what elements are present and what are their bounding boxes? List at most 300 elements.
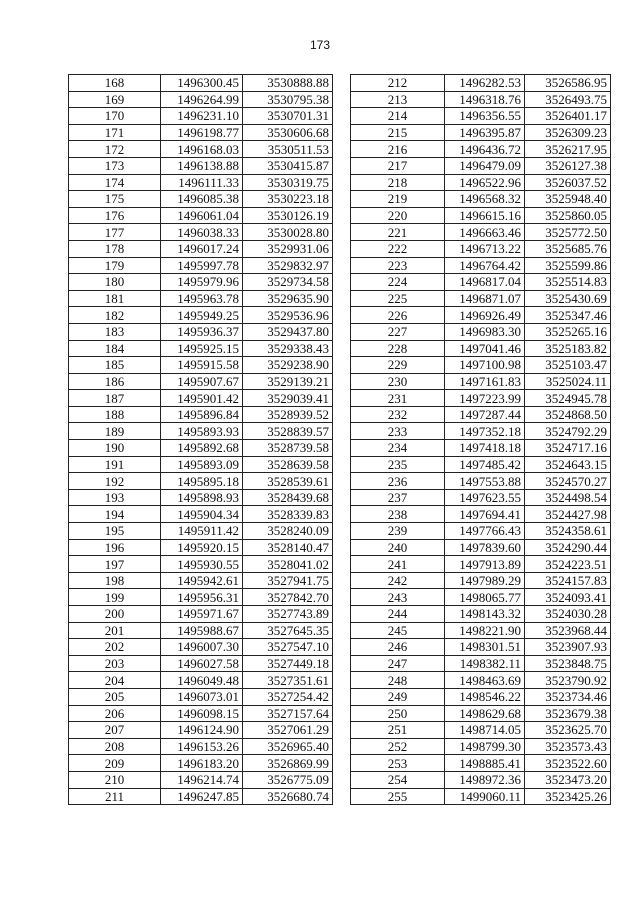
- x-coordinate-cell: 1496817.04: [445, 274, 525, 291]
- table-row: [69, 257, 333, 274]
- y-coordinate-cell: 3523425.26: [525, 788, 611, 805]
- point-number-cell: 218: [351, 174, 445, 191]
- point-number-cell: 199: [69, 589, 161, 606]
- point-number-cell: 200: [69, 606, 161, 623]
- point-number-cell: 187: [69, 390, 161, 407]
- y-coordinate-cell: 3529734.58: [243, 274, 333, 291]
- y-coordinate-cell: 3526401.17: [525, 108, 611, 125]
- x-coordinate-cell: 1496231.10: [161, 108, 243, 125]
- x-coordinate-cell: 1496282.53: [445, 75, 525, 92]
- table-row: [351, 738, 611, 755]
- x-coordinate-cell: 1497161.83: [445, 373, 525, 390]
- point-number-cell: 205: [69, 688, 161, 705]
- table-row: [351, 373, 611, 390]
- point-number-cell: 204: [69, 672, 161, 689]
- table-row: [351, 489, 611, 506]
- y-coordinate-cell: 3525265.16: [525, 323, 611, 340]
- y-coordinate-cell: 3523968.44: [525, 622, 611, 639]
- x-coordinate-cell: 1496085.38: [161, 191, 243, 208]
- point-number-cell: 203: [69, 655, 161, 672]
- x-coordinate-cell: 1496183.20: [161, 755, 243, 772]
- table-row: [69, 207, 333, 224]
- y-coordinate-cell: 3523573.43: [525, 738, 611, 755]
- y-coordinate-cell: 3525860.05: [525, 207, 611, 224]
- table-row: [69, 406, 333, 423]
- x-coordinate-cell: 1497913.89: [445, 556, 525, 573]
- point-number-cell: 207: [69, 722, 161, 739]
- table-row: [351, 340, 611, 357]
- x-coordinate-cell: 1496983.30: [445, 323, 525, 340]
- table-row: [351, 788, 611, 805]
- point-number-cell: 192: [69, 473, 161, 490]
- table-row: [69, 556, 333, 573]
- table-row: [351, 75, 611, 92]
- x-coordinate-cell: 1496038.33: [161, 224, 243, 241]
- y-coordinate-cell: 3527061.29: [243, 722, 333, 739]
- y-coordinate-cell: 3528041.02: [243, 556, 333, 573]
- table-row: [69, 539, 333, 556]
- table-row: [69, 290, 333, 307]
- table-row: [351, 290, 611, 307]
- y-coordinate-cell: 3527254.42: [243, 688, 333, 705]
- y-coordinate-cell: 3526586.95: [525, 75, 611, 92]
- table-row: [69, 240, 333, 257]
- x-coordinate-cell: 1497100.98: [445, 357, 525, 374]
- y-coordinate-cell: 3525772.50: [525, 224, 611, 241]
- y-coordinate-cell: 3530795.38: [243, 91, 333, 108]
- table-row: [351, 556, 611, 573]
- point-number-cell: 176: [69, 207, 161, 224]
- point-number-cell: 215: [351, 124, 445, 141]
- point-number-cell: 201: [69, 622, 161, 639]
- table-row: [351, 523, 611, 540]
- table-row: [69, 75, 333, 92]
- y-coordinate-cell: 3527547.10: [243, 639, 333, 656]
- y-coordinate-cell: 3525183.82: [525, 340, 611, 357]
- point-number-cell: 236: [351, 473, 445, 490]
- point-number-cell: 223: [351, 257, 445, 274]
- x-coordinate-cell: 1496111.33: [161, 174, 243, 191]
- y-coordinate-cell: 3527645.35: [243, 622, 333, 639]
- table-row: [69, 606, 333, 623]
- y-coordinate-cell: 3523522.60: [525, 755, 611, 772]
- y-coordinate-cell: 3528240.09: [243, 523, 333, 540]
- table-row: [351, 672, 611, 689]
- table-row: [69, 622, 333, 639]
- point-number-cell: 241: [351, 556, 445, 573]
- point-number-cell: 170: [69, 108, 161, 125]
- x-coordinate-cell: 1495979.96: [161, 274, 243, 291]
- x-coordinate-cell: 1496153.26: [161, 738, 243, 755]
- y-coordinate-cell: 3530888.88: [243, 75, 333, 92]
- table-row: [351, 639, 611, 656]
- x-coordinate-cell: 1496926.49: [445, 307, 525, 324]
- x-coordinate-cell: 1496615.16: [445, 207, 525, 224]
- point-number-cell: 253: [351, 755, 445, 772]
- y-coordinate-cell: 3524427.98: [525, 506, 611, 523]
- y-coordinate-cell: 3525514.83: [525, 274, 611, 291]
- point-number-cell: 211: [69, 788, 161, 805]
- table-row: [69, 489, 333, 506]
- table-row: [351, 655, 611, 672]
- point-number-cell: 248: [351, 672, 445, 689]
- point-number-cell: 217: [351, 157, 445, 174]
- point-number-cell: 193: [69, 489, 161, 506]
- table-row: [351, 191, 611, 208]
- x-coordinate-cell: 1498546.22: [445, 688, 525, 705]
- point-number-cell: 194: [69, 506, 161, 523]
- x-coordinate-cell: 1495925.15: [161, 340, 243, 357]
- y-coordinate-cell: 3528439.68: [243, 489, 333, 506]
- table-row: [351, 124, 611, 141]
- point-number-cell: 243: [351, 589, 445, 606]
- table-row: [69, 672, 333, 689]
- table-row: [351, 423, 611, 440]
- y-coordinate-cell: 3524570.27: [525, 473, 611, 490]
- point-number-cell: 180: [69, 274, 161, 291]
- page-number: 173: [309, 38, 331, 52]
- point-number-cell: 197: [69, 556, 161, 573]
- y-coordinate-cell: 3528140.47: [243, 539, 333, 556]
- x-coordinate-cell: 1496764.42: [445, 257, 525, 274]
- y-coordinate-cell: 3523734.46: [525, 688, 611, 705]
- table-row: [351, 506, 611, 523]
- table-row: [351, 705, 611, 722]
- y-coordinate-cell: 3530126.19: [243, 207, 333, 224]
- point-number-cell: 240: [351, 539, 445, 556]
- table-row: [69, 357, 333, 374]
- y-coordinate-cell: 3530223.18: [243, 191, 333, 208]
- y-coordinate-cell: 3527157.64: [243, 705, 333, 722]
- point-number-cell: 230: [351, 373, 445, 390]
- point-number-cell: 224: [351, 274, 445, 291]
- table-row: [69, 157, 333, 174]
- table-row: [351, 755, 611, 772]
- x-coordinate-cell: 1496436.72: [445, 141, 525, 158]
- x-coordinate-cell: 1496264.99: [161, 91, 243, 108]
- table-row: [69, 738, 333, 755]
- y-coordinate-cell: 3525948.40: [525, 191, 611, 208]
- x-coordinate-cell: 1495892.68: [161, 440, 243, 457]
- y-coordinate-cell: 3527351.61: [243, 672, 333, 689]
- x-coordinate-cell: 1495949.25: [161, 307, 243, 324]
- point-number-cell: 186: [69, 373, 161, 390]
- table-row: [69, 506, 333, 523]
- point-number-cell: 195: [69, 523, 161, 540]
- x-coordinate-cell: 1497623.55: [445, 489, 525, 506]
- point-number-cell: 220: [351, 207, 445, 224]
- y-coordinate-cell: 3524157.83: [525, 572, 611, 589]
- x-coordinate-cell: 1495901.42: [161, 390, 243, 407]
- y-coordinate-cell: 3530319.75: [243, 174, 333, 191]
- table-row: [69, 340, 333, 357]
- x-coordinate-cell: 1498714.05: [445, 722, 525, 739]
- point-number-cell: 234: [351, 440, 445, 457]
- y-coordinate-cell: 3524792.29: [525, 423, 611, 440]
- point-number-cell: 222: [351, 240, 445, 257]
- x-coordinate-cell: 1498065.77: [445, 589, 525, 606]
- x-coordinate-cell: 1497989.29: [445, 572, 525, 589]
- coordinate-table-right: [350, 74, 611, 805]
- y-coordinate-cell: 3529139.21: [243, 373, 333, 390]
- point-number-cell: 216: [351, 141, 445, 158]
- point-number-cell: 185: [69, 357, 161, 374]
- x-coordinate-cell: 1495997.78: [161, 257, 243, 274]
- y-coordinate-cell: 3524093.41: [525, 589, 611, 606]
- y-coordinate-cell: 3530606.68: [243, 124, 333, 141]
- point-number-cell: 214: [351, 108, 445, 125]
- x-coordinate-cell: 1498799.30: [445, 738, 525, 755]
- x-coordinate-cell: 1496007.30: [161, 639, 243, 656]
- x-coordinate-cell: 1497287.44: [445, 406, 525, 423]
- y-coordinate-cell: 3528539.61: [243, 473, 333, 490]
- x-coordinate-cell: 1496073.01: [161, 688, 243, 705]
- x-coordinate-cell: 1497352.18: [445, 423, 525, 440]
- table-row: [69, 771, 333, 788]
- point-number-cell: 177: [69, 224, 161, 241]
- point-number-cell: 245: [351, 622, 445, 639]
- y-coordinate-cell: 3524717.16: [525, 440, 611, 457]
- point-number-cell: 210: [69, 771, 161, 788]
- point-number-cell: 213: [351, 91, 445, 108]
- y-coordinate-cell: 3523625.70: [525, 722, 611, 739]
- y-coordinate-cell: 3526869.99: [243, 755, 333, 772]
- y-coordinate-cell: 3524030.28: [525, 606, 611, 623]
- x-coordinate-cell: 1496098.15: [161, 705, 243, 722]
- table-row: [69, 639, 333, 656]
- point-number-cell: 232: [351, 406, 445, 423]
- table-row: [69, 191, 333, 208]
- y-coordinate-cell: 3524290.44: [525, 539, 611, 556]
- table-row: [69, 307, 333, 324]
- table-row: [69, 473, 333, 490]
- x-coordinate-cell: 1495988.67: [161, 622, 243, 639]
- y-coordinate-cell: 3528639.58: [243, 456, 333, 473]
- point-number-cell: 174: [69, 174, 161, 191]
- x-coordinate-cell: 1495915.58: [161, 357, 243, 374]
- table-row: [69, 423, 333, 440]
- point-number-cell: 242: [351, 572, 445, 589]
- x-coordinate-cell: 1498301.51: [445, 639, 525, 656]
- point-number-cell: 175: [69, 191, 161, 208]
- table-row: [351, 539, 611, 556]
- y-coordinate-cell: 3530701.31: [243, 108, 333, 125]
- y-coordinate-cell: 3527941.75: [243, 572, 333, 589]
- table-row: [69, 174, 333, 191]
- y-coordinate-cell: 3528839.57: [243, 423, 333, 440]
- y-coordinate-cell: 3529238.90: [243, 357, 333, 374]
- x-coordinate-cell: 1496017.24: [161, 240, 243, 257]
- y-coordinate-cell: 3525347.46: [525, 307, 611, 324]
- point-number-cell: 238: [351, 506, 445, 523]
- table-row: [351, 257, 611, 274]
- point-number-cell: 171: [69, 124, 161, 141]
- table-row: [351, 357, 611, 374]
- y-coordinate-cell: 3525685.76: [525, 240, 611, 257]
- point-number-cell: 219: [351, 191, 445, 208]
- x-coordinate-cell: 1495898.93: [161, 489, 243, 506]
- x-coordinate-cell: 1495895.18: [161, 473, 243, 490]
- point-number-cell: 173: [69, 157, 161, 174]
- table-row: [69, 224, 333, 241]
- x-coordinate-cell: 1495907.67: [161, 373, 243, 390]
- point-number-cell: 221: [351, 224, 445, 241]
- table-row: [351, 589, 611, 606]
- point-number-cell: 198: [69, 572, 161, 589]
- table-row: [69, 755, 333, 772]
- table-row: [69, 390, 333, 407]
- x-coordinate-cell: 1496049.48: [161, 672, 243, 689]
- table-row: [351, 274, 611, 291]
- x-coordinate-cell: 1495920.15: [161, 539, 243, 556]
- y-coordinate-cell: 3523679.38: [525, 705, 611, 722]
- x-coordinate-cell: 1496198.77: [161, 124, 243, 141]
- x-coordinate-cell: 1495893.93: [161, 423, 243, 440]
- point-number-cell: 228: [351, 340, 445, 357]
- y-coordinate-cell: 3527842.70: [243, 589, 333, 606]
- x-coordinate-cell: 1498143.32: [445, 606, 525, 623]
- table-row: [351, 157, 611, 174]
- table-row: [69, 141, 333, 158]
- x-coordinate-cell: 1495942.61: [161, 572, 243, 589]
- y-coordinate-cell: 3525430.69: [525, 290, 611, 307]
- table-row: [351, 456, 611, 473]
- y-coordinate-cell: 3526965.40: [243, 738, 333, 755]
- point-number-cell: 196: [69, 539, 161, 556]
- table-row: [69, 523, 333, 540]
- point-number-cell: 229: [351, 357, 445, 374]
- x-coordinate-cell: 1498382.11: [445, 655, 525, 672]
- y-coordinate-cell: 3526309.23: [525, 124, 611, 141]
- table-row: [351, 622, 611, 639]
- point-number-cell: 255: [351, 788, 445, 805]
- y-coordinate-cell: 3524498.54: [525, 489, 611, 506]
- table-row: [69, 589, 333, 606]
- point-number-cell: 244: [351, 606, 445, 623]
- y-coordinate-cell: 3526037.52: [525, 174, 611, 191]
- y-coordinate-cell: 3524945.78: [525, 390, 611, 407]
- x-coordinate-cell: 1499060.11: [445, 788, 525, 805]
- point-number-cell: 252: [351, 738, 445, 755]
- point-number-cell: 188: [69, 406, 161, 423]
- coordinate-table-left: [68, 74, 333, 805]
- y-coordinate-cell: 3524358.61: [525, 523, 611, 540]
- table-row: [351, 240, 611, 257]
- point-number-cell: 208: [69, 738, 161, 755]
- y-coordinate-cell: 3525599.86: [525, 257, 611, 274]
- y-coordinate-cell: 3529931.06: [243, 240, 333, 257]
- x-coordinate-cell: 1496356.55: [445, 108, 525, 125]
- x-coordinate-cell: 1497041.46: [445, 340, 525, 357]
- y-coordinate-cell: 3528739.58: [243, 440, 333, 457]
- x-coordinate-cell: 1497839.60: [445, 539, 525, 556]
- x-coordinate-cell: 1496522.96: [445, 174, 525, 191]
- y-coordinate-cell: 3526127.38: [525, 157, 611, 174]
- x-coordinate-cell: 1497766.43: [445, 523, 525, 540]
- table-row: [351, 473, 611, 490]
- point-number-cell: 179: [69, 257, 161, 274]
- y-coordinate-cell: 3523848.75: [525, 655, 611, 672]
- y-coordinate-cell: 3524643.15: [525, 456, 611, 473]
- x-coordinate-cell: 1496479.09: [445, 157, 525, 174]
- y-coordinate-cell: 3530028.80: [243, 224, 333, 241]
- x-coordinate-cell: 1496318.76: [445, 91, 525, 108]
- y-coordinate-cell: 3529536.96: [243, 307, 333, 324]
- y-coordinate-cell: 3523473.20: [525, 771, 611, 788]
- y-coordinate-cell: 3525103.47: [525, 357, 611, 374]
- y-coordinate-cell: 3529832.97: [243, 257, 333, 274]
- point-number-cell: 247: [351, 655, 445, 672]
- table-row: [69, 124, 333, 141]
- table-row: [351, 390, 611, 407]
- point-number-cell: 225: [351, 290, 445, 307]
- x-coordinate-cell: 1496300.45: [161, 75, 243, 92]
- table-row: [351, 108, 611, 125]
- point-number-cell: 246: [351, 639, 445, 656]
- table-row: [351, 323, 611, 340]
- y-coordinate-cell: 3530415.87: [243, 157, 333, 174]
- y-coordinate-cell: 3526775.09: [243, 771, 333, 788]
- x-coordinate-cell: 1498463.69: [445, 672, 525, 689]
- point-number-cell: 168: [69, 75, 161, 92]
- x-coordinate-cell: 1496713.22: [445, 240, 525, 257]
- x-coordinate-cell: 1496871.07: [445, 290, 525, 307]
- y-coordinate-cell: 3526493.75: [525, 91, 611, 108]
- y-coordinate-cell: 3528339.83: [243, 506, 333, 523]
- point-number-cell: 239: [351, 523, 445, 540]
- x-coordinate-cell: 1498221.90: [445, 622, 525, 639]
- point-number-cell: 227: [351, 323, 445, 340]
- table-row: [351, 207, 611, 224]
- table-row: [351, 174, 611, 191]
- x-coordinate-cell: 1498885.41: [445, 755, 525, 772]
- table-row: [351, 606, 611, 623]
- point-number-cell: 254: [351, 771, 445, 788]
- x-coordinate-cell: 1496247.85: [161, 788, 243, 805]
- y-coordinate-cell: 3530511.53: [243, 141, 333, 158]
- point-number-cell: 182: [69, 307, 161, 324]
- x-coordinate-cell: 1496027.58: [161, 655, 243, 672]
- x-coordinate-cell: 1495936.37: [161, 323, 243, 340]
- x-coordinate-cell: 1495911.42: [161, 523, 243, 540]
- point-number-cell: 226: [351, 307, 445, 324]
- point-number-cell: 209: [69, 755, 161, 772]
- x-coordinate-cell: 1496214.74: [161, 771, 243, 788]
- point-number-cell: 184: [69, 340, 161, 357]
- table-row: [351, 307, 611, 324]
- x-coordinate-cell: 1498629.68: [445, 705, 525, 722]
- x-coordinate-cell: 1498972.36: [445, 771, 525, 788]
- x-coordinate-cell: 1495904.34: [161, 506, 243, 523]
- x-coordinate-cell: 1497223.99: [445, 390, 525, 407]
- table-row: [351, 224, 611, 241]
- x-coordinate-cell: 1497694.41: [445, 506, 525, 523]
- point-number-cell: 235: [351, 456, 445, 473]
- point-number-cell: 251: [351, 722, 445, 739]
- y-coordinate-cell: 3527743.89: [243, 606, 333, 623]
- table-row: [69, 572, 333, 589]
- point-number-cell: 206: [69, 705, 161, 722]
- y-coordinate-cell: 3523790.92: [525, 672, 611, 689]
- x-coordinate-cell: 1495971.67: [161, 606, 243, 623]
- table-row: [351, 688, 611, 705]
- table-row: [69, 440, 333, 457]
- x-coordinate-cell: 1496138.88: [161, 157, 243, 174]
- x-coordinate-cell: 1496061.04: [161, 207, 243, 224]
- y-coordinate-cell: 3526217.95: [525, 141, 611, 158]
- x-coordinate-cell: 1496124.90: [161, 722, 243, 739]
- table-row: [69, 91, 333, 108]
